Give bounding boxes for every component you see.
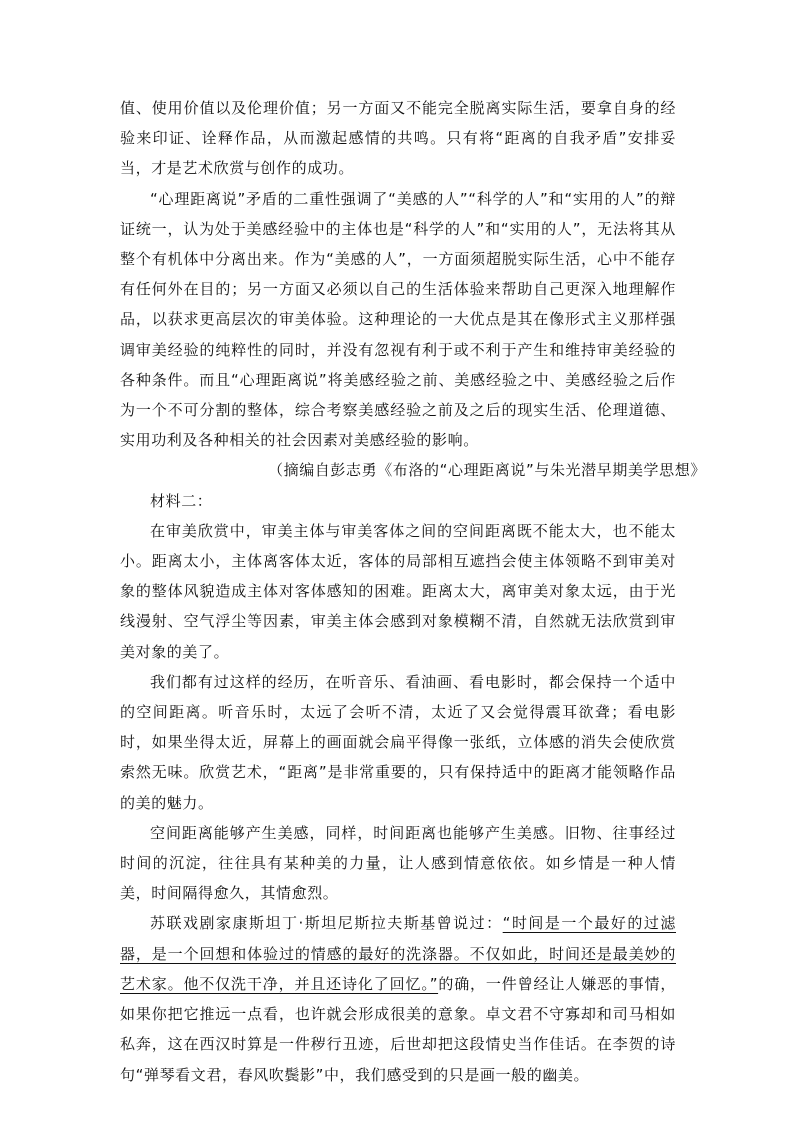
section-label-material-2: 材料二：	[150, 491, 213, 510]
quote-lead: 苏联戏剧家康斯坦丁·斯坦尼斯拉夫斯基曾说过：	[150, 914, 503, 933]
source-citation: （摘编自彭志勇《布洛的“心理距离说”与朱光潜早期美学思想》	[268, 461, 706, 480]
paragraph-continuation: 值、使用价值以及伦理价值；另一方面又不能完全脱离实际生活，要拿自身的经验来印证、诠释作品，从而激起感情的共鸣。只有将“距离的自我矛盾”安排妥当，才是艺术欣赏与创作的成功。	[120, 99, 676, 178]
paragraph-spatial-distance: 在审美欣赏中，审美主体与审美客体之间的空间距离既不能太大，也不能太小。距离太小，主体离客体太近，客体的局部相互遮挡会使主体领略不到审美对象的整体风貌造成主体对客体感知的困难。距离太大，离审美对象太远，由于光线漫射、空气浮尘等因素，审美主体会感到对象模糊不清，自然就无法欣赏到审美对象的美了。	[120, 521, 676, 661]
paragraph-stanislavski	[120, 908, 676, 1089]
underlined-quote: “时间是一个最好的过滤器，是一个回想和体验过的情感的最好的洗涤器。不仅如此，时间还是最美妙的艺术家。他不仅洗干净，并且还诗化了回忆。”	[120, 914, 676, 993]
document-page	[120, 93, 706, 1090]
paragraph-time-distance: 空间距离能够产生美感，同样，时间距离也能够产生美感。旧物、往事经过时间的沉淀，往往具有某种美的力量，让人感到情意依依。如乡情是一种人情美，时间隔得愈久，其情愈烈。	[120, 823, 676, 903]
paragraph-experience: 我们都有过这样的经历，在听音乐、看油画、看电影时，都会保持一个适中的空间距离。听音乐时，太远了会听不清，太近了又会觉得震耳欲聋；看电影时，如果坐得太近，屏幕上的画面就会扁平得像一张纸，立体感的消失会使欣赏索然无味。欣赏艺术，“距离”是非常重要的，只有保持适中的距离才能领略作品的美的魅力。	[120, 672, 676, 812]
quote-rest: 的确，一件曾经让人嫌恶的事情，如果你把它推远一点看，也许就会形成很美的意象。卓文君不守寡却和司马相如私奔，这在西汉时算是一件秽行丑迹，后世却把这段情史当作佳话。在李贺的诗句“弹琴看文君，春风吹鬓影”中，我们感受到的只是画一般的幽美。	[120, 974, 676, 1084]
paragraph-psychical-distance: “心理距离说”矛盾的二重性强调了“美感的人”“科学的人”和“实用的人”的辩证统一，认为处于美感经验中的主体也是“科学的人”和“实用的人”，无法将其从整个有机体中分离出来。作为“美感的人”，一方面须超脱实际生活，心中不能存有任何外在目的；另一方面又必须以自己的生活体验来帮助自己更深入地理解作品，以获求更高层次的审美体验。这种理论的一大优点是其在像形式主义那样强调审美经验的纯粹性的同时，并没有忽视有利于或不利于产生和维持审美经验的各种条件。而且“心理距离说”将美感经验之前、美感经验之中、美感经验之后作为一个不可分割的整体，综合考察美感经验之前及之后的现实生活、伦理道德、实用功利及各种相关的社会因素对美感经验的影响。	[120, 189, 676, 450]
